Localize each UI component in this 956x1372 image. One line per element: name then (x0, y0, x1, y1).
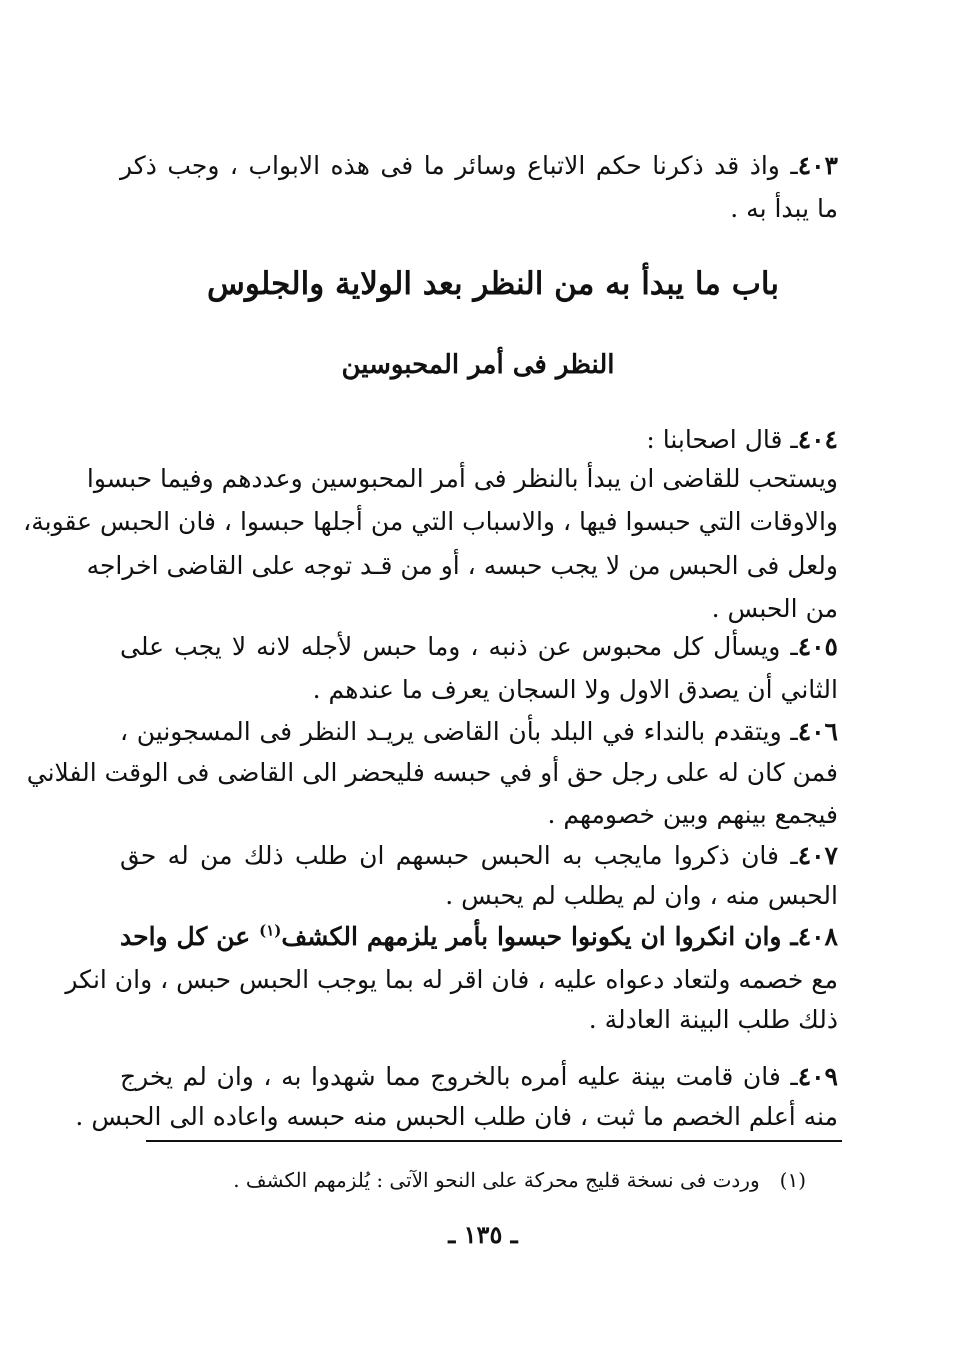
para-text: ـ قال اصحابنا : (646, 425, 798, 454)
para-405-line-2: الثاني أن يصدق الاول ولا السجان يعرف ما عندهم . (312, 675, 838, 704)
footnote-text: وردت فى نسخة قليج محركة على النحو الآتى : يُلزمهم الكشف . (233, 1168, 760, 1192)
para-406-line-3: فيجمع بينهم وبين خصومهم . (547, 800, 838, 829)
footnote-ref: (١) (259, 921, 282, 940)
para-407-line-1 (120, 836, 838, 876)
para-text: عن كل واحد (120, 922, 260, 951)
para-406-line-2: فمن كان له على رجل حق أو في حبسه فليحضر الى القاضى فى الوقت الفلاني (26, 758, 838, 787)
para-404-line-3: والاوقات التي حبسوا فيها ، والاسباب التي من أجلها حبسوا ، فان الحبس عقوبة، (23, 507, 838, 536)
page-number: ـ ١٣٥ ـ (448, 1220, 518, 1249)
para-405-line-1 (120, 627, 838, 667)
para-number: ٤٠٧ (797, 841, 838, 870)
para-number: ٤٠٥ (797, 632, 838, 661)
para-text: ـ ويسأل كل محبوس عن ذنبه ، وما حبس لأجله لانه لا يجب على (120, 632, 798, 661)
para-404-line-1 (120, 420, 838, 460)
para-text: ـ فان قامت بينة عليه أمره بالخروج مما شهدوا به ، وان لم يخرج (120, 1062, 798, 1091)
para-406-line-1 (120, 712, 838, 752)
para-409-line-2: منه أعلم الخصم ما ثبت ، فان طلب الحبس منه حبسه واعاده الى الحبس . (75, 1102, 838, 1131)
footnote (233, 1163, 806, 1197)
para-number: ٤٠٤ (797, 425, 838, 454)
para-text: ـ واذ قد ذكرنا حكم الاتباع وسائر ما فى هذه الابواب ، وجب ذكر (120, 151, 798, 180)
para-text: ـ ويتقدم بالنداء في البلد بأن القاضى يريـد النظر فى المسجونين ، (120, 717, 798, 746)
para-408-line-3: ذلك طلب البينة العادلة . (588, 1005, 838, 1034)
para-number: ٤٠٣ (797, 151, 838, 180)
para-number: ٤٠٨ (797, 922, 838, 951)
para-403-line-2: ما يبدأ به . (730, 194, 838, 223)
para-number: ٤٠٦ (797, 717, 838, 746)
para-408-line-1 (120, 917, 838, 957)
para-number: ٤٠٩ (797, 1062, 838, 1091)
para-409-line-1 (120, 1057, 838, 1097)
footnote-divider (146, 1140, 842, 1142)
para-408-line-2: مع خصمه ولتعاد دعواه عليه ، فان اقر له بما يوجب الحبس حبس ، وان انكر (65, 965, 838, 994)
para-404-line-2: ويستحب للقاضى ان يبدأ بالنظر فى أمر المحبوسين وعددهم وفيما حبسوا (86, 464, 838, 493)
footnote-mark: (١) (779, 1168, 806, 1192)
para-407-line-2: الحبس منه ، وان لم يطلب لم يحبس . (445, 881, 838, 910)
chapter-title: باب ما يبدأ به من النظر بعد الولاية والجلوس (207, 266, 779, 302)
para-text: ـ فان ذكروا مايجب به الحبس حبسهم ان طلب ذلك من له حق (120, 841, 798, 870)
section-title: النظر فى أمر المحبوسين (341, 350, 615, 380)
para-404-line-4: ولعل فى الحبس من لا يجب حبسه ، أو من قـد توجه على القاضى اخراجه (86, 551, 838, 580)
para-404-line-5: من الحبس . (711, 594, 838, 623)
para-403-line-1 (120, 146, 838, 186)
para-text: ـ وان انكروا ان يكونوا حبسوا بأمر يلزمهم الكشف (281, 922, 798, 951)
